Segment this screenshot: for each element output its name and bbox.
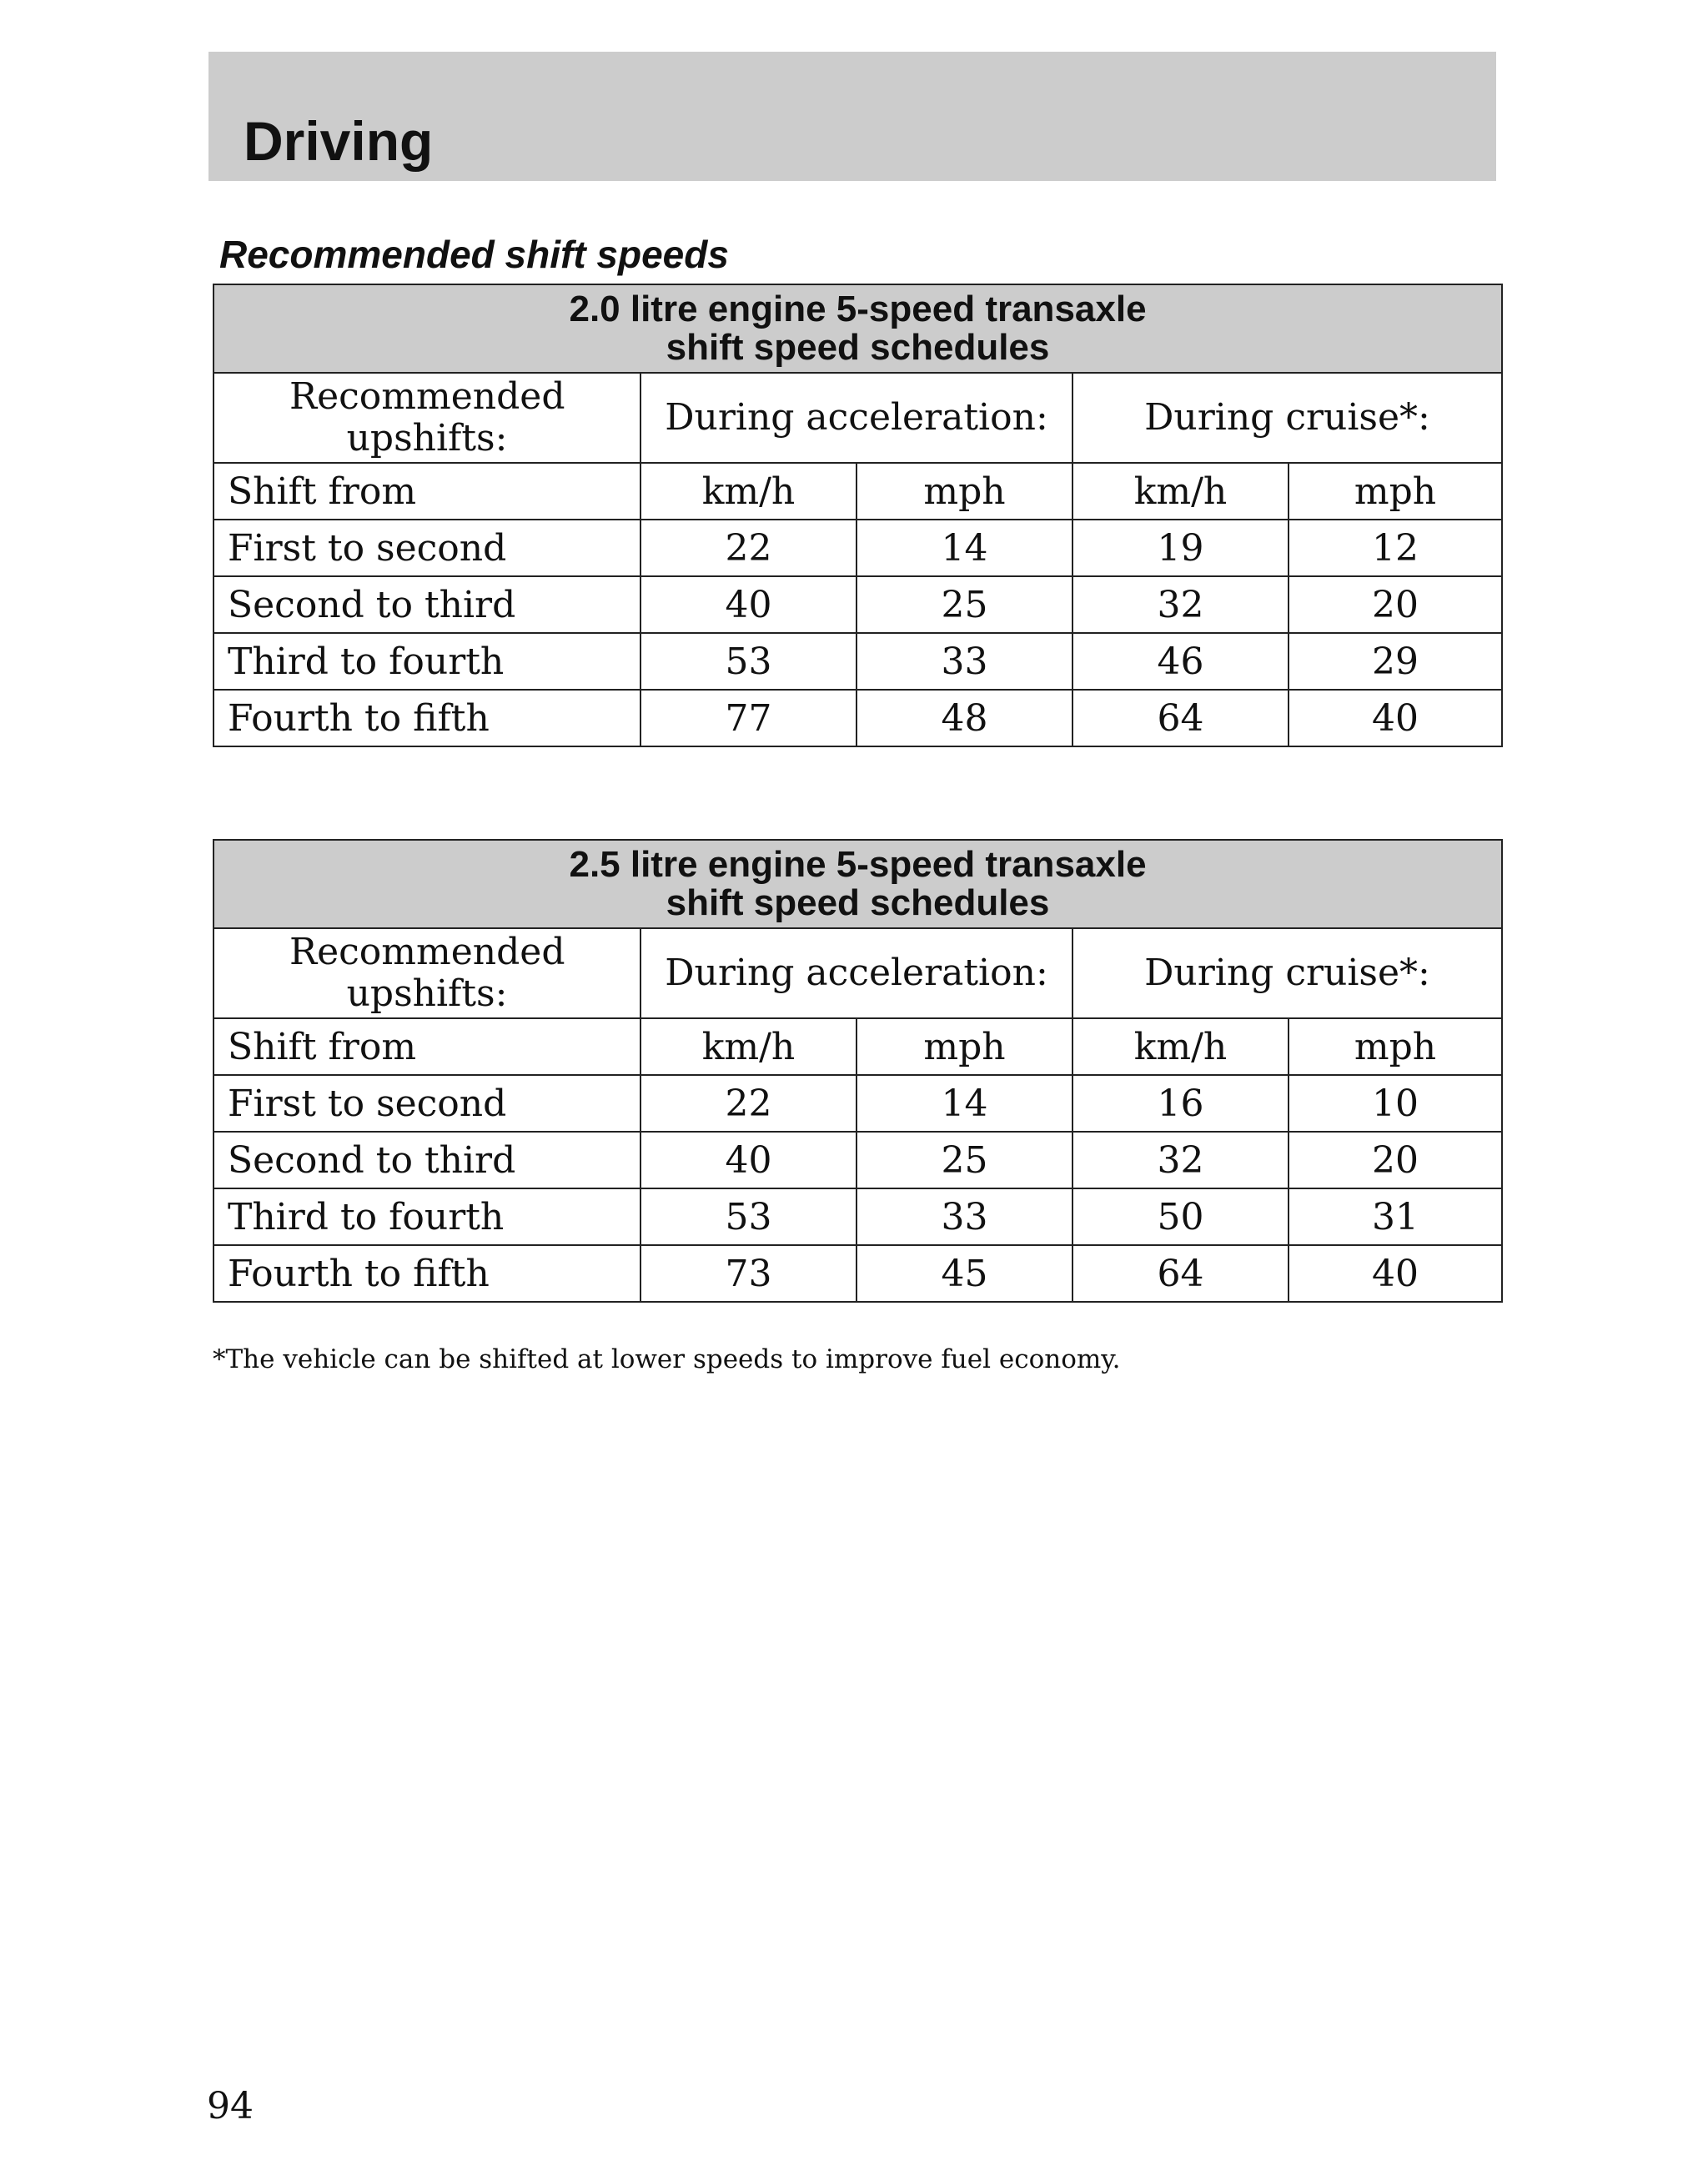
table-cell: 22 (640, 1075, 857, 1132)
table-cell: 64 (1073, 1245, 1289, 1302)
unit-header-cell: km/h (640, 463, 857, 520)
table-title (214, 840, 1502, 928)
row-label: First to second (214, 1075, 640, 1132)
header-band (208, 52, 1496, 181)
page-number: 94 (207, 2085, 254, 2127)
unit-header-cell: km/h (640, 1018, 857, 1075)
table-title-row (214, 840, 1502, 928)
unit-header-cell: km/h (1073, 463, 1289, 520)
unit-header-cell: mph (857, 463, 1073, 520)
table-cell: 77 (640, 690, 857, 746)
group-header-row (214, 928, 1502, 1018)
table-cell: 14 (857, 520, 1073, 576)
shift-speed-table-2-0-litre (213, 284, 1503, 747)
shift-speed-table-2-5-litre (213, 839, 1503, 1303)
row-label: Second to third (214, 1132, 640, 1188)
table-cell: 40 (1289, 690, 1502, 746)
row-label: First to second (214, 520, 640, 576)
table-cell: 53 (640, 633, 857, 690)
table-title-line: 2.5 litre engine 5-speed transaxle (569, 844, 1147, 885)
table-title (214, 284, 1502, 373)
row-label: Third to fourth (214, 1188, 640, 1245)
acceleration-header: During acceleration: (640, 373, 1073, 463)
cruise-header: During cruise*: (1073, 928, 1502, 1018)
table-title-line: shift speed schedules (666, 327, 1050, 368)
table-cell: 50 (1073, 1188, 1289, 1245)
table-cell: 20 (1289, 1132, 1502, 1188)
table-cell: 33 (857, 633, 1073, 690)
footnote: *The vehicle can be shifted at lower speeds to improve fuel economy. (213, 1344, 1121, 1374)
table-cell: 73 (640, 1245, 857, 1302)
unit-header-cell: mph (1289, 1018, 1502, 1075)
unit-header-cell: km/h (1073, 1018, 1289, 1075)
table-cell: 40 (640, 1132, 857, 1188)
row-label: Second to third (214, 576, 640, 633)
row-label: Fourth to fifth (214, 1245, 640, 1302)
unit-header-cell: mph (1289, 463, 1502, 520)
page-title: Driving (244, 110, 434, 172)
table-cell: 46 (1073, 633, 1289, 690)
recommended-upshifts-header: Recommended upshifts: (214, 373, 640, 463)
unit-header-cell: mph (857, 1018, 1073, 1075)
shift-from-header: Shift from (214, 463, 640, 520)
group-header-row (214, 373, 1502, 463)
unit-header-row (214, 1018, 1502, 1075)
table-cell: 10 (1289, 1075, 1502, 1132)
table-cell: 40 (640, 576, 857, 633)
acceleration-header: During acceleration: (640, 928, 1073, 1018)
table-cell: 25 (857, 1132, 1073, 1188)
row-label: Fourth to fifth (214, 690, 640, 746)
table-cell: 22 (640, 520, 857, 576)
table-row (214, 520, 1502, 576)
table-cell: 45 (857, 1245, 1073, 1302)
table-cell: 33 (857, 1188, 1073, 1245)
table-cell: 25 (857, 576, 1073, 633)
table-cell: 32 (1073, 576, 1289, 633)
table-cell: 48 (857, 690, 1073, 746)
table-cell: 31 (1289, 1188, 1502, 1245)
section-heading: Recommended shift speeds (219, 233, 729, 276)
table-row (214, 1075, 1502, 1132)
table-row (214, 633, 1502, 690)
table-cell: 40 (1289, 1245, 1502, 1302)
table-row (214, 690, 1502, 746)
table-cell: 12 (1289, 520, 1502, 576)
table-cell: 20 (1289, 576, 1502, 633)
table-cell: 53 (640, 1188, 857, 1245)
table-cell: 19 (1073, 520, 1289, 576)
table-cell: 29 (1289, 633, 1502, 690)
unit-header-row (214, 463, 1502, 520)
table-cell: 32 (1073, 1132, 1289, 1188)
table-cell: 64 (1073, 690, 1289, 746)
table-cell: 14 (857, 1075, 1073, 1132)
shift-from-header: Shift from (214, 1018, 640, 1075)
table-row (214, 1132, 1502, 1188)
table-title-line: shift speed schedules (666, 882, 1050, 923)
cruise-header: During cruise*: (1073, 373, 1502, 463)
table-cell: 16 (1073, 1075, 1289, 1132)
row-label: Third to fourth (214, 633, 640, 690)
table-row (214, 576, 1502, 633)
table-title-row (214, 284, 1502, 373)
table-row (214, 1245, 1502, 1302)
table-row (214, 1188, 1502, 1245)
table-title-line: 2.0 litre engine 5-speed transaxle (569, 289, 1147, 329)
recommended-upshifts-header: Recommended upshifts: (214, 928, 640, 1018)
